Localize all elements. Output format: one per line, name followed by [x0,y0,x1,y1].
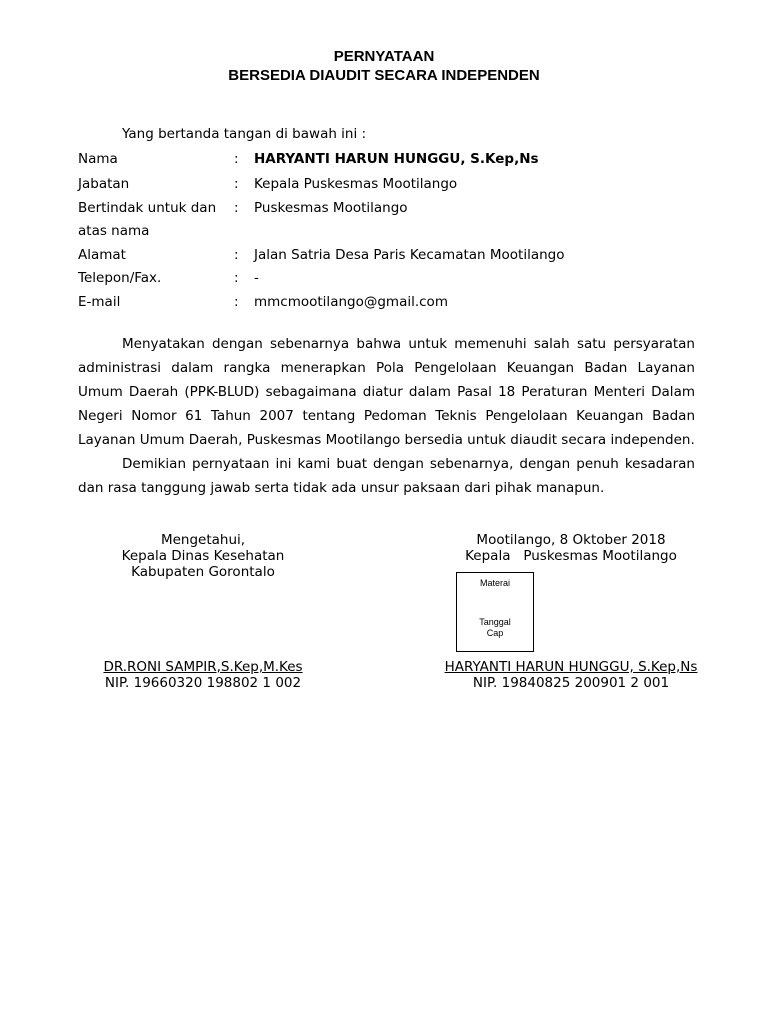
stamp-box [456,572,534,652]
field-label: Bertindak untuk dan [78,200,217,216]
signer-position: Kepala Puskesmas Mootilango [465,548,677,564]
field-label: Telepon/Fax. [78,270,162,286]
date-stamp-label [457,617,533,639]
signer-office: Kabupaten Gorontalo [131,564,275,580]
field-colon: : [234,247,239,263]
field-value: mmcmootilango@gmail.com [254,294,448,310]
left-signer [100,659,306,691]
signer-position: Kepala Dinas Kesehatan [121,548,285,564]
field-value: Kepala Puskesmas Mootilango [254,176,458,192]
intro-text: Yang bertanda tangan di bawah ini : [122,126,367,142]
field-label: Nama [78,151,118,167]
field-value: Jalan Satria Desa Paris Kecamatan Mootilango [254,247,565,263]
signer-nip: NIP. 19660320 198802 1 002 [104,675,302,691]
document-title-line1: PERNYATAAN [333,48,435,65]
signer-name: HARYANTI HARUN HUNGGU, S.Kep,Ns [444,659,698,675]
field-value: HARYANTI HARUN HUNGGU, S.Kep,Ns [254,151,539,167]
tanggal-label: Tanggal [479,617,511,627]
signer-nip: NIP. 19840825 200901 2 001 [472,675,670,691]
acknowledgement-label: Mengetahui, [160,532,246,548]
field-colon: : [234,151,239,167]
field-colon: : [234,200,239,216]
field-value: Puskesmas Mootilango [254,200,408,216]
closing-paragraph: Demikian pernyataan ini kami buat dengan sebenarnya, dengan penuh kesadaran dan rasa tanggung jawab serta tidak ada unsur paksaan dari pihak manapun. [78,456,695,496]
field-label: Jabatan [78,176,130,192]
left-signature-block [100,532,306,580]
field-colon: : [234,176,239,192]
right-signer [438,659,704,691]
materai-label: Materai [479,578,510,588]
right-signature-block [438,532,704,564]
field-label: E-mail [78,294,121,310]
document-title-line2: BERSEDIA DIAUDIT SECARA INDEPENDEN [228,67,540,84]
field-colon: : [234,270,239,286]
field-label: Alamat [78,247,126,263]
statement-paragraph: Menyatakan dengan sebenarnya bahwa untuk memenuhi salah satu persyaratan administrasi dalam rangka menerapkan Pola Pengelolaan Keuangan Badan Layanan Umum Daerah (PPK-BLUD) sebagaimana diatur dalam Pasal 18 Peraturan Menteri Dalam Negeri Nomor 61 Tahun 2007 tentang Pedoman Teknis Pengelolaan Keuangan Badan Layanan Umum Daerah, Puskesmas Mootilango bersedia untuk diaudit secara independen. [78,336,695,448]
field-label: atas nama [78,223,150,239]
signer-name: DR.RONI SAMPIR,S.Kep,M.Kes [103,659,303,675]
field-colon: : [234,294,239,310]
place-date: Mootilango, 8 Oktober 2018 [476,532,666,548]
cap-label: Cap [486,628,504,638]
field-value: - [254,270,259,286]
